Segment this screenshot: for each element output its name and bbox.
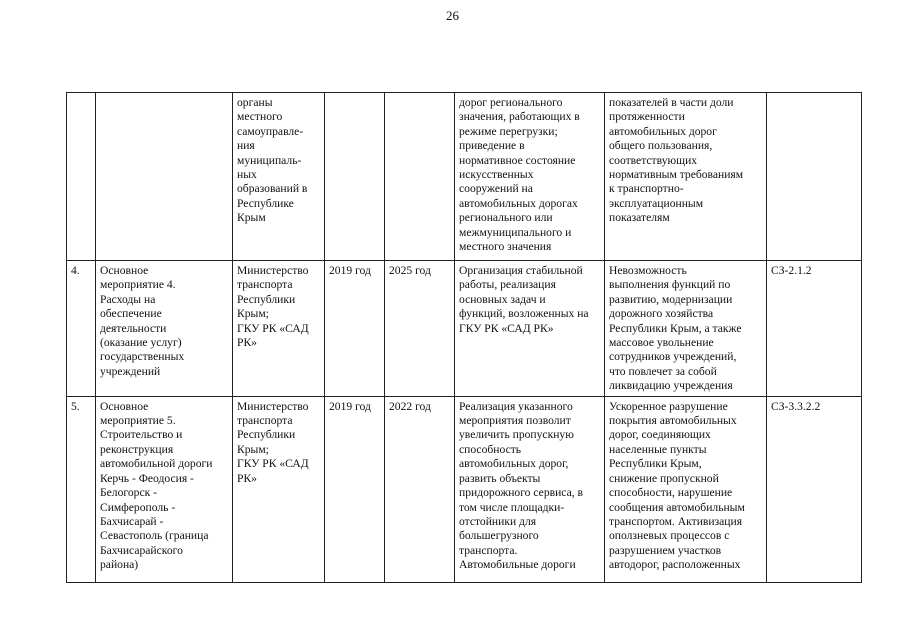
cell-start: [325, 93, 385, 261]
table-row: [67, 93, 862, 261]
cell-executor: органы местного самоуправле- ния муниципаль- ных образований в Республике Крым: [233, 93, 325, 261]
cell-name: Основное мероприятие 5. Строительство и реконструкция автомобильной дороги Керчь - Феодосия - Белогорск - Симферополь - Бахчисарай - Севастополь (граница Бахчисарайского района): [96, 396, 233, 582]
table-row: [67, 396, 862, 582]
cell-num: 5.: [67, 396, 96, 582]
page-number: 26: [446, 8, 459, 23]
cell-link: СЗ-2.1.2: [767, 261, 862, 397]
cell-end: [385, 93, 455, 261]
cell-start: 2019 год: [325, 396, 385, 582]
cell-start: 2019 год: [325, 261, 385, 397]
cell-num: 4.: [67, 261, 96, 397]
cell-link: [767, 93, 862, 261]
cell-result: Организация стабильной работы, реализация основных задач и функций, возложенных на ГКУ РК «САД РК»: [455, 261, 605, 397]
cell-executor: Министерство транспорта Республики Крым; ГКУ РК «САД РК»: [233, 261, 325, 397]
measures-table: [66, 92, 862, 583]
table-row: [67, 261, 862, 397]
cell-end: 2025 год: [385, 261, 455, 397]
cell-name: [96, 93, 233, 261]
cell-link: СЗ-3.3.2.2: [767, 396, 862, 582]
cell-end: 2022 год: [385, 396, 455, 582]
cell-executor: Министерство транспорта Республики Крым; ГКУ РК «САД РК»: [233, 396, 325, 582]
cell-name: Основное мероприятие 4. Расходы на обеспечение деятельности (оказание услуг) государственных учреждений: [96, 261, 233, 397]
cell-consequences: Невозможность выполнения функций по развитию, модернизации дорожного хозяйства Республики Крым, а также массовое увольнение сотрудников учреждений, что повлечет за собой ликвидацию учреждения: [605, 261, 767, 397]
cell-consequences: показателей в части доли протяженности автомобильных дорог общего пользования, соответствующих нормативным требованиям к транспортно- эксплуатационным показателям: [605, 93, 767, 261]
cell-result: Реализация указанного мероприятия позволит увеличить пропускную способность автомобильных дорог, развить объекты придорожного сервиса, в том числе площадки- отстойники для большегрузного транспорта. Автомобильные дороги: [455, 396, 605, 582]
cell-num: [67, 93, 96, 261]
cell-consequences: Ускоренное разрушение покрытия автомобильных дорог, соединяющих населенные пункты Республики Крым, снижение пропускной способности, нарушение сообщения автомобильным транспортом. Активизация оползневых процессов с разрушением участков автодорог, расположенных: [605, 396, 767, 582]
cell-result: дорог регионального значения, работающих в режиме перегрузки; приведение в нормативное состояние искусственных сооружений на автомобильных дорогах регионального или межмуниципального и местного значения: [455, 93, 605, 261]
